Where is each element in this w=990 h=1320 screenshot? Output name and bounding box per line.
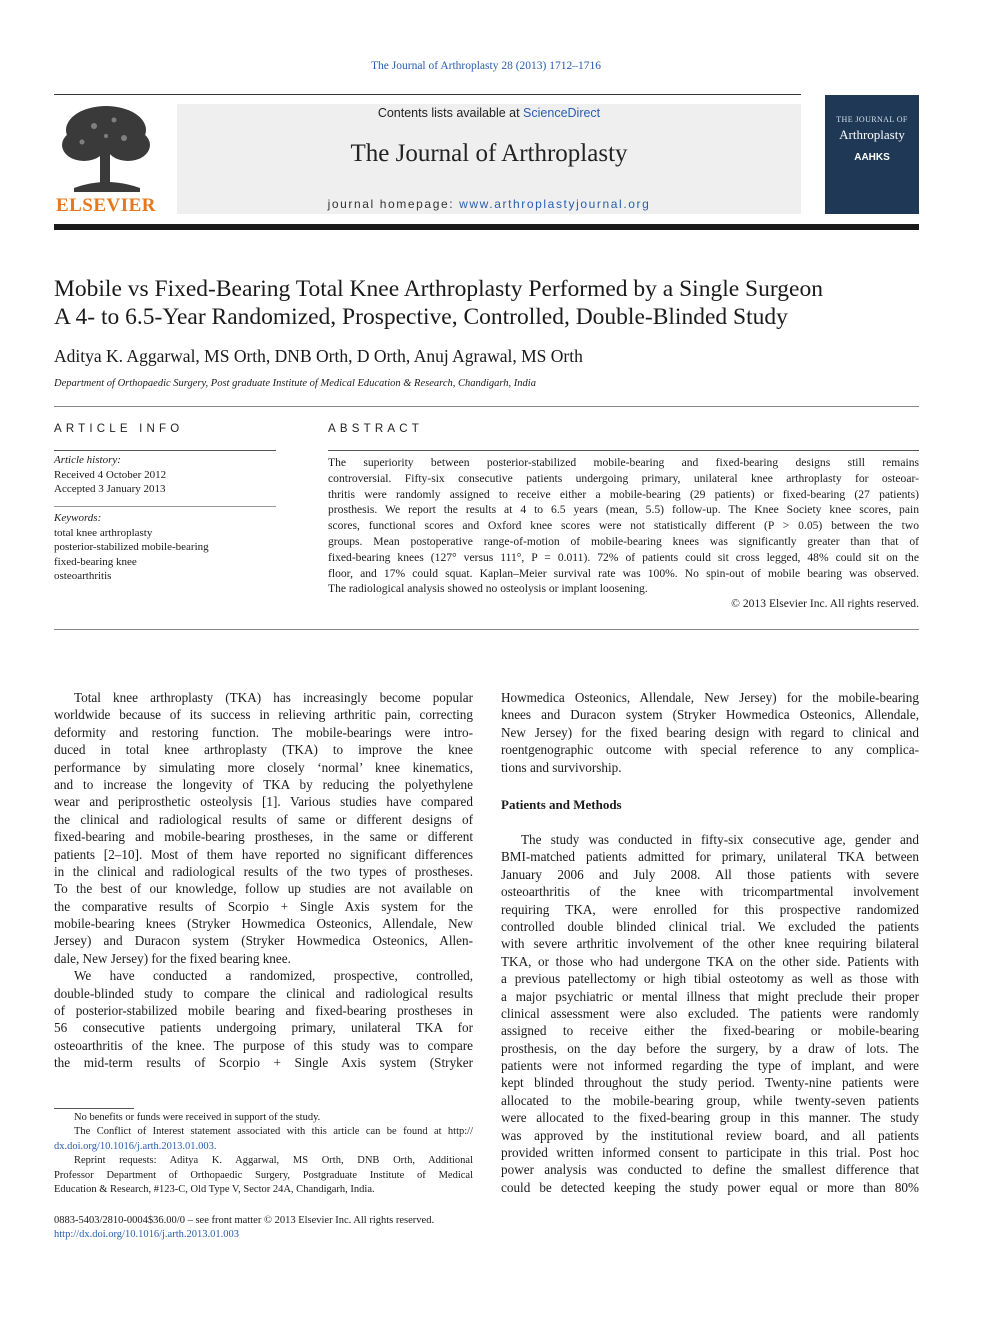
body-line: prosthesis, on the day before the surgery, by a draw of lots. The — [501, 1040, 919, 1056]
footnotes — [54, 1111, 473, 1197]
homepage-line — [177, 197, 801, 211]
body-line: assigned to receive either the fixed-bearing or mobile-bearing — [501, 1023, 919, 1039]
footnote-line: Education & Research, #123-C, Old Type V, Sector 24A, Chandigarh, India. — [54, 1183, 375, 1195]
body-line: patients were not informed regarding the type of implant, and were — [501, 1058, 919, 1074]
body-right-column-bottom — [501, 831, 919, 1196]
abstract-rule — [328, 450, 919, 451]
publisher-name: ELSEVIER — [55, 195, 157, 216]
article-info-rule — [54, 450, 276, 451]
body-line: roentgenographic outcome with special reference to any complica- — [501, 742, 919, 758]
article-title-line1: Mobile vs Fixed-Bearing Total Knee Arthroplasty Performed by a Single Surgeon — [54, 276, 823, 302]
contents-prefix: Contents lists available at — [377, 106, 524, 120]
body-line: a major psychiatric or mental illness that might preclude their proper — [501, 988, 919, 1004]
body-line: with severe arthritic involvement of the other knee requiring bilateral — [501, 936, 919, 952]
body-line: Jersey) and Duracon system (Stryker Howmedica Osteonics, Allen- — [54, 933, 473, 949]
footnote-line: Professor Department of Orthopaedic Surgery, Postgraduate Institute of Medical — [54, 1169, 473, 1181]
keywords-rule — [54, 506, 276, 507]
footnote-line: The Conflict of Interest statement associated with this article can be found at http:// — [74, 1126, 473, 1138]
header-rule — [54, 94, 801, 95]
keyword-list — [54, 526, 209, 584]
body-line: patients [2–10]. Most of them have reported no significant differences — [54, 846, 473, 862]
sciencedirect-link[interactable]: ScienceDirect — [523, 106, 601, 120]
body-line: performance by simulating more closely ‘normal’ knee kinematics, — [54, 759, 473, 775]
contents-line — [177, 106, 801, 120]
header-thick-rule — [54, 224, 919, 230]
body-left-column — [54, 689, 473, 1072]
abstract-heading: ABSTRACT — [328, 423, 423, 435]
bottom-metadata — [54, 1214, 434, 1243]
abstract-line: prosthesis. We report the results at 4 to 6.5 years (mean, 5.5) follow-up. The Knee Society knee scores, pain — [328, 503, 919, 517]
body-line: tions and survivorship. — [501, 759, 622, 775]
body-line: was approved by the institutional review board, and all patients — [501, 1127, 919, 1143]
abstract-copyright: © 2013 Elsevier Inc. All rights reserved. — [731, 597, 919, 610]
keyword: posterior-stabilized mobile-bearing — [54, 541, 209, 554]
abstract-line: scores, functional scores and Oxford knee scores were not statistically different (P > 0.05) between the two — [328, 519, 919, 533]
abstract-line: fixed-bearing knees (127° versus 111°, P = 0.011). 72% of patients could sit cross legged, 48% could sit on the — [328, 550, 919, 564]
body-line: TKA, or those who had undergone TKA on the other side. Patients with — [501, 953, 919, 969]
body-line: wear and periprosthetic osteolysis [1]. Various studies have compared — [54, 794, 473, 810]
body-line: the clinical and radiological results of same or different designs of — [54, 811, 473, 827]
keyword: total knee arthroplasty — [54, 527, 153, 539]
body-line: kept blinded throughout the study period. Twenty-nine patients were — [501, 1075, 919, 1091]
abstract-line: groups. Mean postoperative range-of-motion of mobile-bearing knees was significantly greater than that of — [328, 534, 919, 548]
journal-title: The Journal of Arthroplasty — [350, 140, 628, 167]
body-line: a previous patellectomy or high tibial osteotomy as well as those with — [501, 971, 919, 987]
abstract-bottom-rule — [54, 629, 919, 630]
accepted-date: Accepted 3 January 2013 — [54, 483, 166, 496]
body-line: the comparative results of Scorpio + Single Axis system for the — [54, 898, 473, 914]
body-line: of posterior-stabilized mobile bearing and fixed-bearing prostheses in — [54, 1003, 473, 1019]
footnote-doi-link[interactable]: dx.doi.org/10.1016/j.arth.2013.01.003. — [54, 1140, 217, 1152]
body-line: Total knee arthroplasty (TKA) has increasingly become popular — [74, 690, 473, 705]
keywords-label: Keywords: — [54, 512, 102, 524]
body-line: allocated to the mobile-bearing group, while twenty-seven patients — [501, 1092, 919, 1108]
history-label: Article history: — [54, 454, 121, 466]
homepage-prefix: journal homepage: — [327, 197, 460, 211]
body-line: osteoarthritis of the knee. The purpose of this study was to compare — [54, 1037, 473, 1053]
body-line: clinical assessment were also excluded. The patients were randomly — [501, 1005, 919, 1021]
abstract-line: floor, and 17% could squat. Kaplan–Meier survival rate was 100%. No spin-out of mobile bearing was observed. — [328, 566, 919, 580]
body-line: could be detected keeping the study power equal or more than 80% — [501, 1179, 919, 1195]
body-line: were allocated to the fixed-bearing group in this manner. The study — [501, 1110, 919, 1126]
body-line: dale, New Jersey) for the fixed bearing knee. — [54, 950, 291, 966]
body-line: duced in total knee arthroplasty (TKA) to improve the knee — [54, 742, 473, 758]
body-line: January 2006 and July 2008. All those patients with severe — [501, 866, 919, 882]
body-line: New Jersey) for the fixed bearing design with regard to clinical and — [501, 724, 919, 740]
abstract-text — [328, 455, 919, 597]
abstract-line: The superiority between posterior-stabilized mobile-bearing and fixed-bearing designs still remains — [328, 456, 919, 469]
title-rule — [54, 406, 919, 407]
doi-link[interactable]: http://dx.doi.org/10.1016/j.arth.2013.01.003 — [54, 1229, 240, 1241]
body-line: 56 consecutive patients undergoing primary, unilateral TKA for — [54, 1020, 473, 1036]
body-line: The study was conducted in fifty-six consecutive age, gender and — [521, 832, 919, 847]
body-line: power analysis was conducted to define the smallest difference that — [501, 1162, 919, 1178]
author-list: Aditya K. Aggarwal, MS Orth, DNB Orth, D Orth, Anuj Agrawal, MS Orth — [54, 346, 583, 366]
body-line: We have conducted a randomized, prospective, controlled, — [74, 968, 473, 984]
abstract-line: The radiological analysis showed no osteolysis or implant loosening. — [328, 582, 648, 596]
cover-line1: THE JOURNAL OF — [836, 115, 908, 124]
abstract-line: controversial. Fifty-six consecutive patients undergoing primary, unilateral knee arthroplasty for osteoar- — [328, 471, 919, 485]
abstract-line: thritis were randomly assigned to receive either a mobile-bearing (29 patients) or fixed-bearing (27 patients) — [328, 487, 919, 501]
article-title-line2: A 4- to 6.5-Year Randomized, Prospective, Controlled, Double-Blinded Study — [54, 304, 788, 330]
body-line: fixed-bearing and mobile-bearing prostheses, in the same or different — [54, 829, 473, 845]
body-line: provided written informed consent to participate in this trial. Post hoc — [501, 1145, 919, 1161]
issn-line: 0883-5403/2810-0004$36.00/0 – see front matter © 2013 Elsevier Inc. All rights reserved. — [54, 1215, 435, 1226]
body-line: requiring TKA, were enrolled for this prospective randomized — [501, 901, 919, 917]
received-date: Received 4 October 2012 — [54, 469, 167, 481]
body-line: To the best of our knowledge, follow up studies are not available on — [54, 881, 473, 897]
body-line: worldwide because of its success in relieving arthritic pain, correcting — [54, 707, 473, 723]
body-right-column-top — [501, 689, 919, 776]
section-heading: Patients and Methods — [501, 797, 622, 812]
body-line: knees and Duracon system (Stryker Howmedica Osteonics, Allendale, — [501, 707, 919, 723]
body-line: deformity and restoring function. The mobile-bearings were intro- — [54, 724, 473, 740]
body-line: controlled double blinded clinical trial. We excluded the patients — [501, 918, 919, 934]
cover-line2: Arthroplasty — [839, 127, 905, 142]
article-info-heading: ARTICLE INFO — [54, 423, 184, 435]
keyword: fixed-bearing knee — [54, 555, 137, 568]
history-dates — [54, 468, 166, 497]
cover-line3: AAHKS — [854, 152, 890, 163]
body-line: and to increase the longevity of TKA by reducing the polyethylene — [54, 776, 473, 792]
journal-citation[interactable]: The Journal of Arthroplasty 28 (2013) 1712–1716 — [371, 60, 601, 72]
footnote-line: No benefits or funds were received in support of the study. — [74, 1112, 321, 1123]
keyword: osteoarthritis — [54, 570, 112, 583]
footnote-line: Reprint requests: Aditya K. Aggarwal, MS Orth, DNB Orth, Additional — [74, 1155, 473, 1167]
body-line: mobile-bearing knees (Stryker Howmedica Osteonics, Allendale, New — [54, 916, 473, 932]
body-line: double-blinded study to compare the clinical and radiological results — [54, 985, 473, 1001]
body-line: the mid-term results of Scorpio + Single Axis system (Stryker — [54, 1055, 473, 1071]
homepage-link[interactable]: www.arthroplastyjournal.org — [459, 197, 651, 211]
footnote-rule — [54, 1108, 134, 1109]
body-line: BMI-matched patients admitted for primary, unilateral TKA between — [501, 849, 919, 865]
body-line: in the clinical and radiological results of the two types of prostheses. — [54, 863, 473, 879]
body-line: osteoarthritis of the knee with tricompartmental involvement — [501, 884, 919, 900]
affiliation: Department of Orthopaedic Surgery, Post graduate Institute of Medical Education & Research, Chandigarh, India — [54, 378, 536, 389]
body-line: Howmedica Osteonics, Allendale, New Jersey) for the mobile-bearing — [501, 690, 919, 705]
